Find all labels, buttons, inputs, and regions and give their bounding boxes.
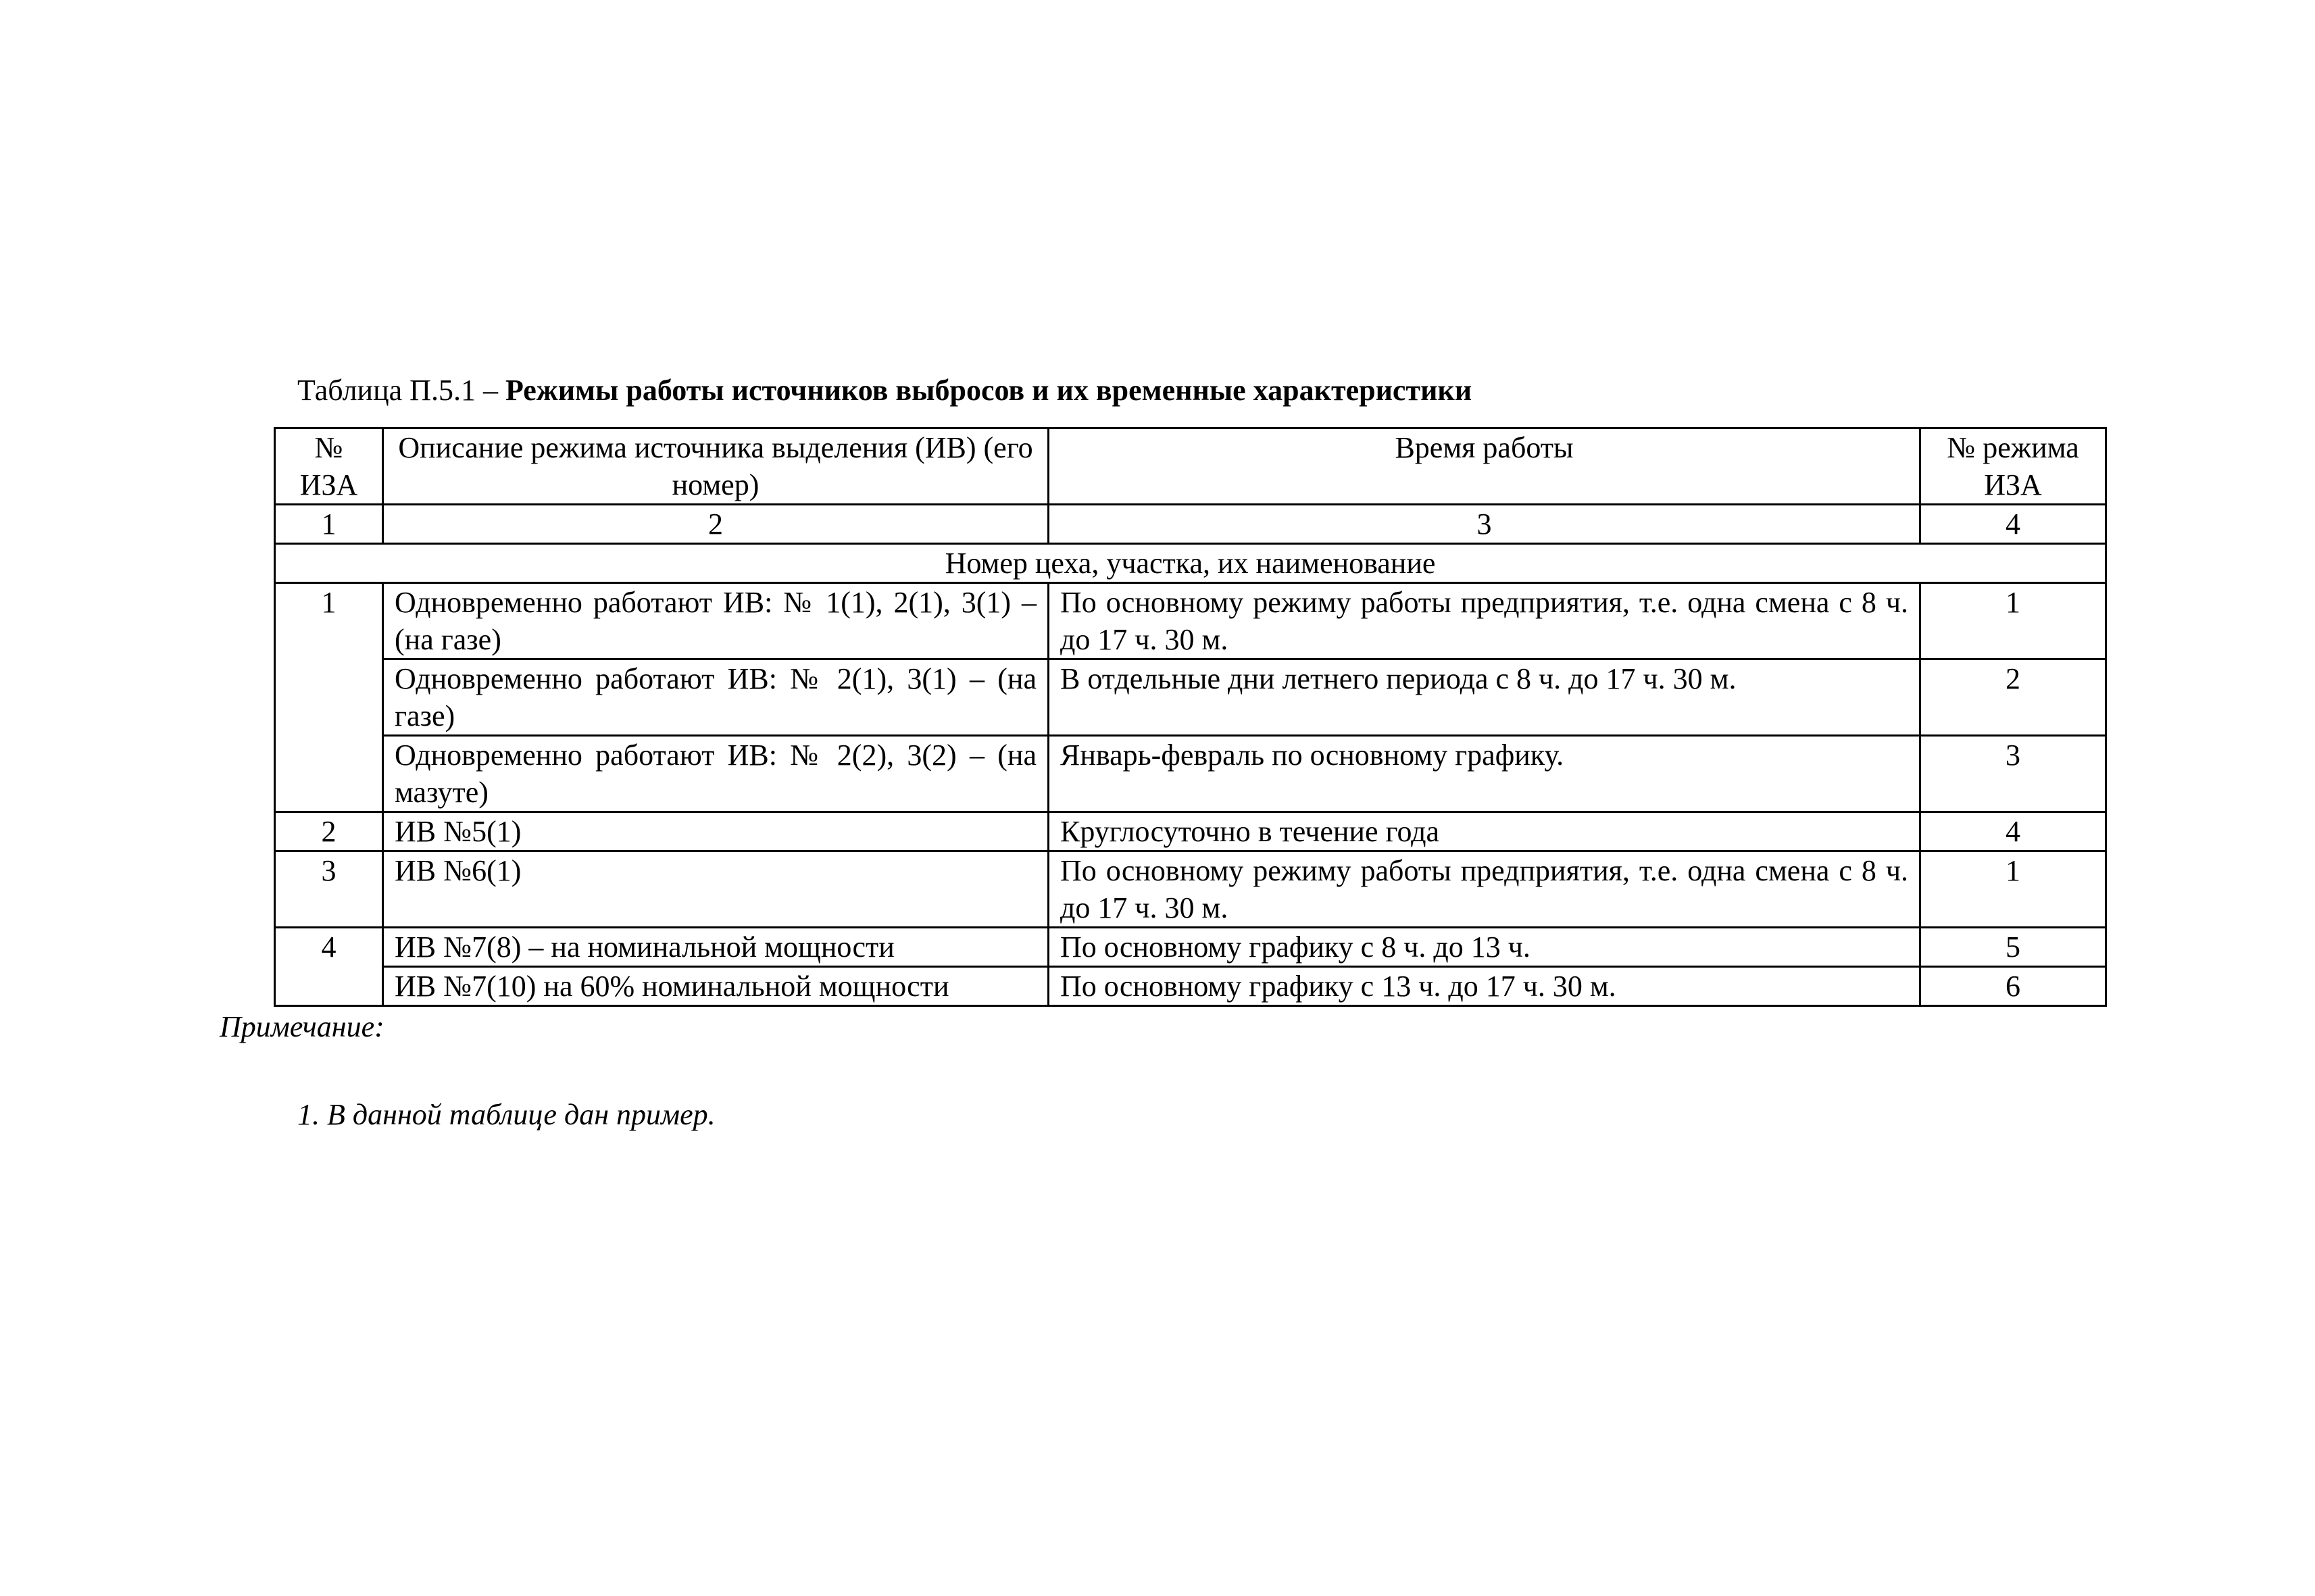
section-row <box>275 544 2106 583</box>
table-row <box>275 583 2106 659</box>
time-cell: По основному графику с 8 ч. до 13 ч. <box>1049 928 1920 967</box>
description-cell: Одновременно работают ИВ: № 2(2), 3(2) – (на мазуте) <box>383 736 1049 812</box>
caption-prefix: Таблица П.5.1 – <box>297 374 505 407</box>
table-row <box>275 659 2106 736</box>
operating-modes-table <box>274 427 2107 1007</box>
mode-cell: 6 <box>1920 967 2106 1006</box>
table-row <box>275 851 2106 928</box>
time-cell: Круглосуточно в течение года <box>1049 812 1920 851</box>
note-item: 1. В данной таблице дан пример. <box>297 1098 716 1131</box>
header-mode-number: № режима ИЗА <box>1920 428 2106 505</box>
time-cell: По основному графику с 13 ч. до 17 ч. 30 м. <box>1049 967 1920 1006</box>
time-cell: По основному режиму работы предприятия, т.е. одна смена с 8 ч. до 17 ч. 30 м. <box>1049 583 1920 659</box>
mode-cell: 3 <box>1920 736 2106 812</box>
table-caption <box>297 370 1472 411</box>
description-cell: ИВ №7(8) – на номинальной мощности <box>383 928 1049 967</box>
column-number: 2 <box>383 505 1049 544</box>
table-row <box>275 812 2106 851</box>
iza-number-cell: 1 <box>275 583 383 812</box>
mode-cell: 1 <box>1920 851 2106 928</box>
description-cell: Одновременно работают ИВ: № 1(1), 2(1), 3(1) – (на газе) <box>383 583 1049 659</box>
header-operating-time: Время работы <box>1049 428 1920 505</box>
table-header-row <box>275 428 2106 505</box>
column-number: 3 <box>1049 505 1920 544</box>
iza-number-cell: 2 <box>275 812 383 851</box>
time-cell: Январь-февраль по основному графику. <box>1049 736 1920 812</box>
description-cell: ИВ №6(1) <box>383 851 1049 928</box>
mode-cell: 4 <box>1920 812 2106 851</box>
time-cell: По основному режиму работы предприятия, т.е. одна смена с 8 ч. до 17 ч. 30 м. <box>1049 851 1920 928</box>
iza-number-cell: 3 <box>275 851 383 928</box>
note-label: Примечание: <box>220 1010 384 1043</box>
column-numbers-row <box>275 505 2106 544</box>
table-row <box>275 928 2106 967</box>
mode-cell: 2 <box>1920 659 2106 736</box>
description-cell: Одновременно работают ИВ: № 2(1), 3(1) – (на газе) <box>383 659 1049 736</box>
column-number: 1 <box>275 505 383 544</box>
description-cell: ИВ №5(1) <box>383 812 1049 851</box>
iza-number-cell: 4 <box>275 928 383 1006</box>
description-cell: ИВ №7(10) на 60% номинальной мощности <box>383 967 1049 1006</box>
header-iza-number: № ИЗА <box>275 428 383 505</box>
table-row <box>275 967 2106 1006</box>
table-row <box>275 736 2106 812</box>
mode-cell: 1 <box>1920 583 2106 659</box>
mode-cell: 5 <box>1920 928 2106 967</box>
header-source-description: Описание режима источника выделения (ИВ) (его номер) <box>383 428 1049 505</box>
column-number: 4 <box>1920 505 2106 544</box>
caption-title: Режимы работы источников выбросов и их временные характеристики <box>505 374 1472 407</box>
section-title: Номер цеха, участка, их наименование <box>275 544 2106 583</box>
time-cell: В отдельные дни летнего периода с 8 ч. до 17 ч. 30 м. <box>1049 659 1920 736</box>
